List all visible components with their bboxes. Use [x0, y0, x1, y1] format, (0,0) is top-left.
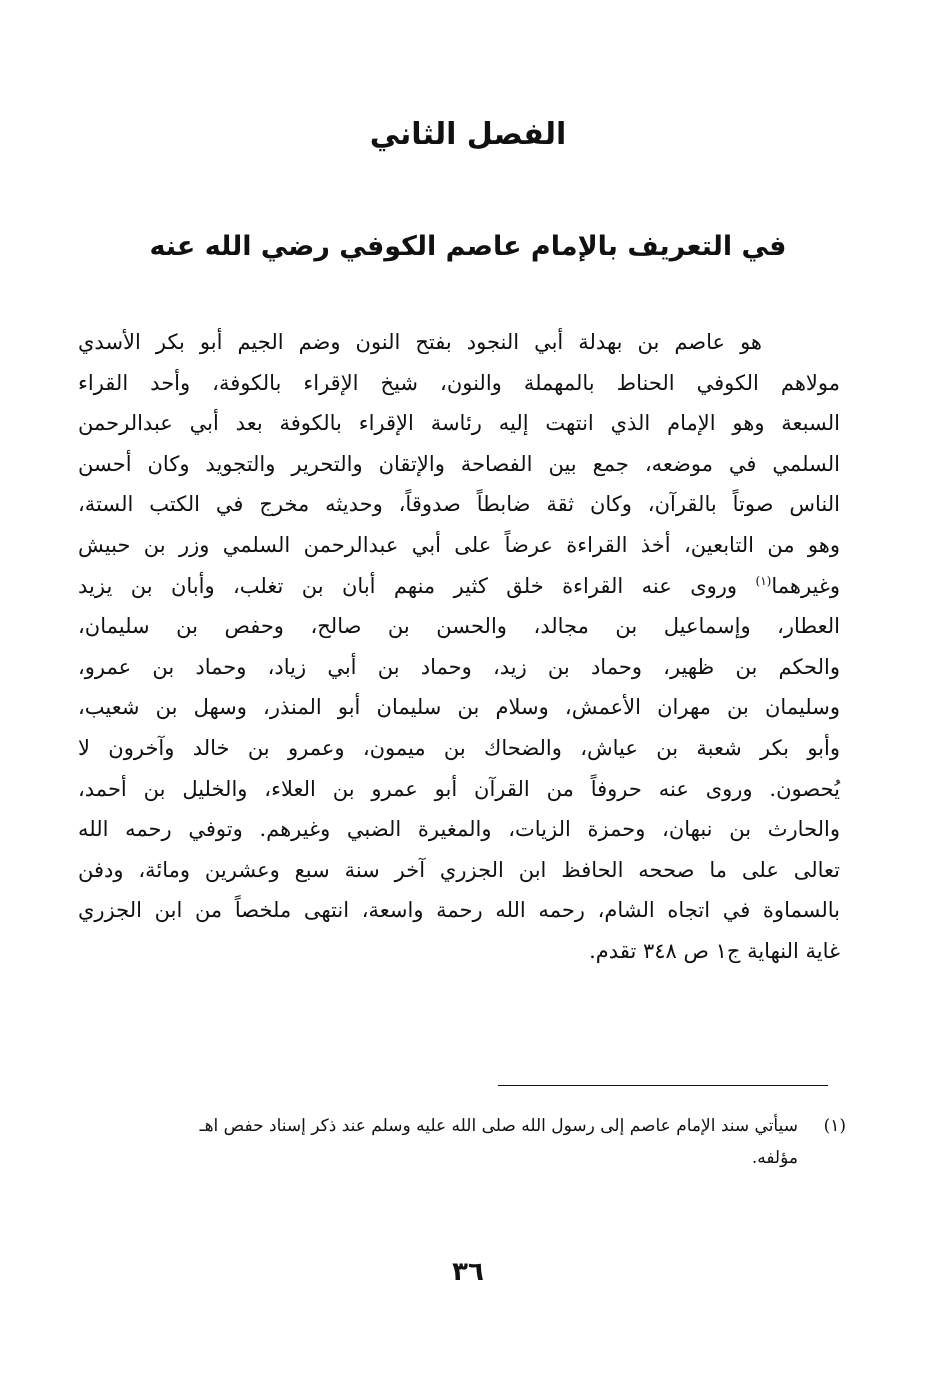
body-line: تعالى على ما صححه الحافظ ابن الجزري آخر سنة سبع وعشرين ومائة، ودفن [78, 857, 840, 882]
body-line: وأبو بكر شعبة بن عياش، والضحاك بن ميمون، وعمرو بن خالد وآخرون لا [78, 735, 840, 760]
footnote-text: سيأتي سند الإمام عاصم إلى رسول الله صلى الله عليه وسلم عند ذكر إسناد حفص اهـ [199, 1116, 798, 1136]
body-line-with-footnote-ref [78, 566, 840, 607]
page-number: ٣٦ [452, 1257, 484, 1287]
body-line-segment: وروى عنه القراءة خلق كثير منهم أبان بن تغلب، وأبان بن يزيد [78, 573, 756, 598]
body-line: العطار، وإسماعيل بن مجالد، والحسن بن صالح، وحفص بن سليمان، [78, 614, 840, 639]
body-line: والحارث بن نبهان، وحمزة الزيات، والمغيرة الضبي وغيرهم. وتوفي رحمه الله [78, 817, 840, 842]
footnote-reference[interactable]: (١) [755, 573, 772, 588]
body-paragraph [78, 322, 840, 972]
footnote-number: (١) [823, 1116, 846, 1136]
section-title: في التعريف بالإمام عاصم الكوفي رضي الله عنه [149, 231, 787, 262]
body-line-segment: وغيرهما [771, 573, 840, 598]
body-line: غاية النهاية ج١ ص ٣٤٨ تقدم. [589, 938, 840, 963]
chapter-title: الفصل الثاني [369, 117, 567, 152]
body-line: يُحصون. وروى عنه حروفاً من القرآن أبو عمرو بن العلاء، والخليل بن أحمد، [78, 776, 840, 801]
body-line: والحكم بن ظهير، وحماد بن زيد، وحماد بن أبي زياد، وحماد بن عمرو، [78, 654, 840, 679]
body-line: وسليمان بن مهران الأعمش، وسلام بن سليمان أبو المنذر، وسهل بن شعيب، [78, 695, 840, 720]
body-line: مولاهم الكوفي الحناط بالمهملة والنون، شيخ الإقراء بالكوفة، وأحد القراء [78, 370, 840, 395]
body-line: وهو من التابعين، أخذ القراءة عرضاً على أبي عبدالرحمن السلمي وزر بن حبيش [78, 532, 840, 557]
body-line: السبعة وهو الإمام الذي انتهت إليه رئاسة الإقراء بالكوفة بعد أبي عبدالرحمن [78, 411, 840, 436]
footnote [82, 1110, 846, 1174]
footnote-line: مؤلفه. [751, 1148, 798, 1168]
body-line: هو عاصم بن بهدلة أبي النجود بفتح النون وضم الجيم أبو بكر الأسدي [78, 330, 762, 354]
footnote-line [82, 1110, 846, 1142]
footnote-separator [498, 1085, 828, 1086]
body-line: الناس صوتاً بالقرآن، وكان ثقة ضابطاً صدوقاً، وحديثه مخرج في الكتب الستة، [78, 492, 840, 517]
body-line: السلمي في موضعه، جمع بين الفصاحة والإتقان والتحرير والتجويد وكان أحسن [78, 451, 840, 476]
body-line: بالسماوة في اتجاه الشام، رحمه الله رحمة واسعة، انتهى ملخصاً من ابن الجزري [78, 898, 840, 923]
